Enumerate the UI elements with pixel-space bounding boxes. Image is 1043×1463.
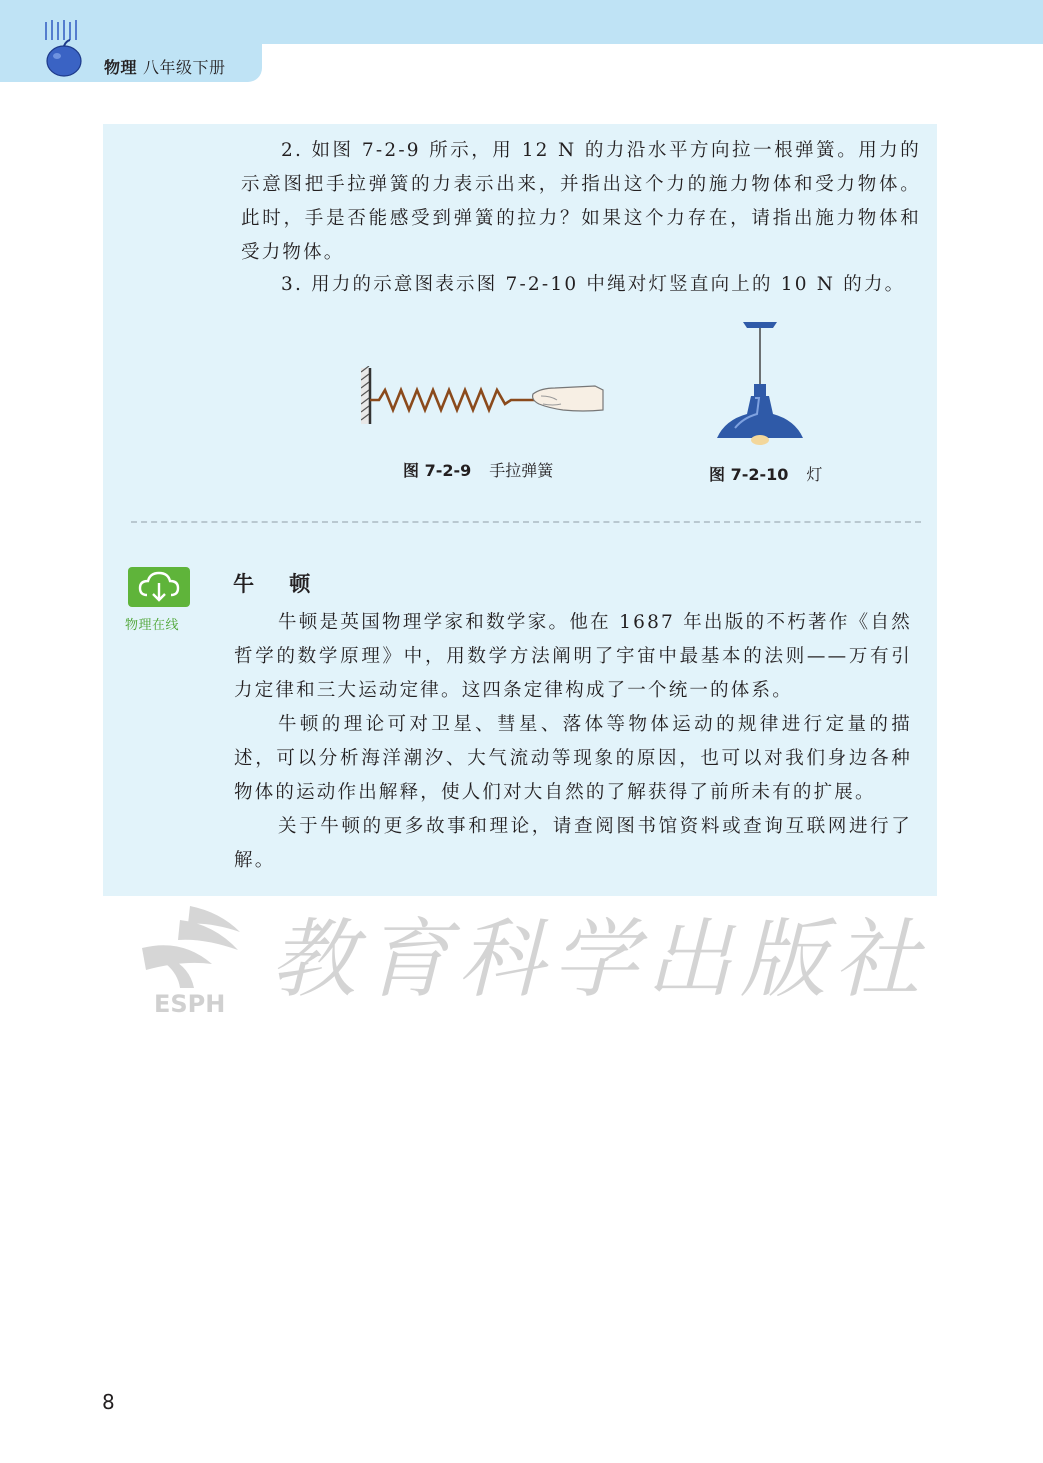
exercise-item-3: 3. 用力的示意图表示图 7-2-10 中绳对灯竖直向上的 10 N 的力。	[281, 274, 906, 295]
apple-icon	[40, 18, 88, 80]
content-box	[103, 124, 937, 896]
publisher-logo	[140, 898, 252, 1016]
reading-title: 牛 顿	[233, 572, 325, 596]
publisher-logo-text: ESPH	[154, 990, 226, 1016]
cloud-download-icon	[128, 567, 190, 607]
publisher-watermark: 教育科学出版社	[270, 910, 928, 1010]
lamp-figure	[715, 320, 805, 446]
reading-paragraph: 关于牛顿的更多故事和理论，请查阅图书馆资料或查询互联网进行了解。	[234, 816, 912, 871]
spring-figure	[361, 366, 605, 428]
header-grade: 八年级下册	[143, 58, 226, 77]
section-divider	[131, 521, 921, 523]
figure-number: 图 7-2-9	[403, 461, 472, 480]
page-number: 8	[102, 1390, 115, 1414]
reading-paragraph: 牛顿是英国物理学家和数学家。他在 1687 年出版的不朽著作《自然哲学的数学原理》中，用数学方法阐明了宇宙中最基本的法则——万有引力定律和三大运动定律。这四条定律构成了一个统一的体系。	[234, 612, 912, 701]
physics-online-button[interactable]	[128, 567, 190, 607]
reading-paragraph: 牛顿的理论可对卫星、彗星、落体等物体运动的规律进行定量的描述，可以分析海洋潮汐、大气流动等现象的原因，也可以对我们身边各种物体的运动作出解释，使人们对大自然的了解获得了前所未有的扩展。	[234, 714, 912, 803]
header-band	[0, 0, 1043, 44]
figure-title: 灯	[806, 465, 823, 484]
header-title	[104, 55, 226, 78]
figure-caption-lamp	[709, 462, 822, 485]
figure-caption-spring	[403, 458, 553, 481]
figure-title: 手拉弹簧	[489, 461, 554, 480]
physics-online-label: 物理在线	[125, 618, 180, 633]
header-subject: 物理	[104, 58, 138, 77]
exercise-item-2: 2. 如图 7-2-9 所示，用 12 N 的力沿水平方向拉一根弹簧。用力的示意图把手拉弹簧的力表示出来，并指出这个力的施力物体和受力物体。此时，手是否能感受到弹簧的拉力？如果这个力存在，请指出施力物体和受力物体。	[241, 140, 921, 263]
figure-number: 图 7-2-10	[709, 465, 789, 484]
